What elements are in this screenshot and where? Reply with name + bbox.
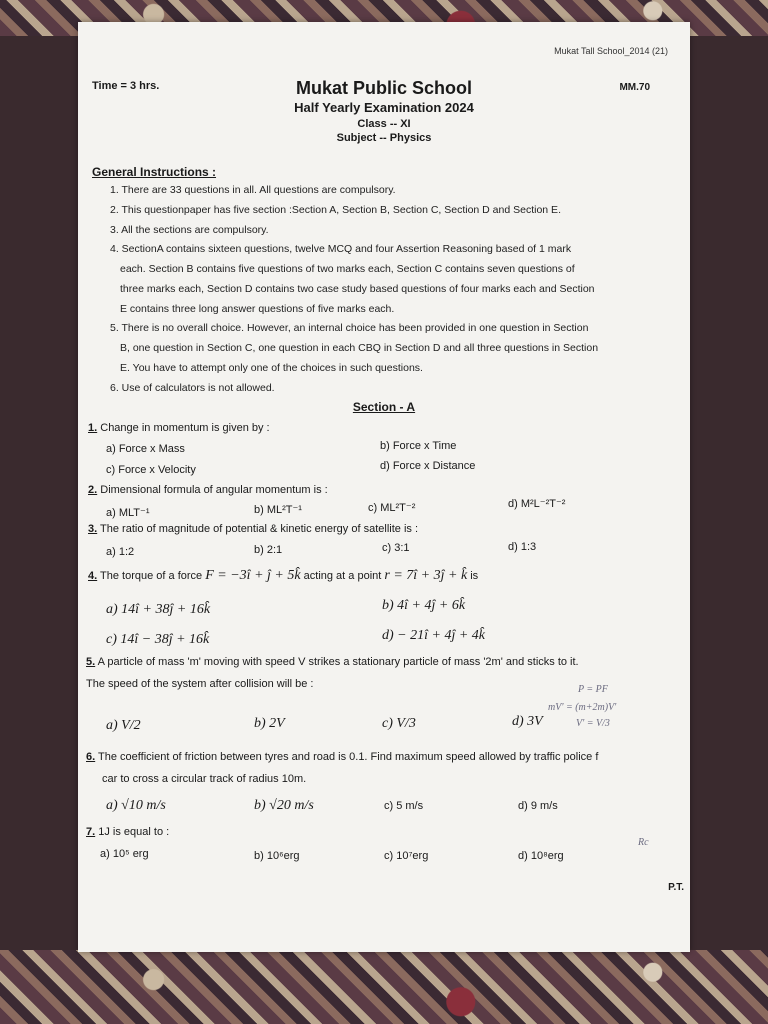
option-a: a) V/2 <box>106 718 141 733</box>
section-a-title: Section - A <box>352 400 416 414</box>
option-a: a) √10 m/s <box>106 798 166 813</box>
paper-reference: Mukat Tall School_2014 (21) <box>554 46 668 56</box>
question-3 <box>88 523 418 535</box>
question-4 <box>88 568 478 584</box>
question-text: The torque of a force <box>100 570 203 582</box>
option-c: c) 10⁷erg <box>384 850 429 862</box>
instruction-line: 4. SectionA contains sixteen questions, twelve MCQ and four Assertion Reasoning based of 1 mark <box>110 243 572 255</box>
subject-label: Subject -- Physics <box>336 132 432 144</box>
option-d: d) 1:3 <box>508 541 537 553</box>
question-text: The coefficient of friction between tyres and road is 0.1. Find maximum speed allowed by traffic police f <box>98 751 599 763</box>
question-2 <box>88 484 328 496</box>
question-number: 4. <box>88 570 98 582</box>
option-d: d) 9 m/s <box>518 800 558 812</box>
option-c: c) ML²T⁻² <box>368 502 416 514</box>
option-b: b) 4î + 4ĵ + 6k̂ <box>382 598 466 613</box>
max-marks: MM.70 <box>619 82 650 93</box>
fabric-background-bottom <box>0 950 768 1024</box>
instruction-line: E contains three long answer questions of five marks each. <box>120 303 395 315</box>
question-number: 6. <box>86 751 96 763</box>
force-vector: F = −3î + ĵ + 5k̂ <box>205 568 301 583</box>
question-number: 2. <box>88 484 98 496</box>
option-b: b) Force x Time <box>380 440 457 452</box>
instruction-line: 1. There are 33 questions in all. All questions are compulsory. <box>110 184 396 196</box>
question-text: acting at a point <box>303 570 382 582</box>
option-c: c) 14î − 38ĵ + 16k̂ <box>106 632 210 647</box>
option-d: d) M²L⁻²T⁻² <box>508 498 566 510</box>
option-a: a) MLT⁻¹ <box>106 507 150 519</box>
question-text: A particle of mass 'm' moving with speed V strikes a stationary particle of mass '2m' and sticks to it. <box>97 656 579 668</box>
instruction-line: three marks each, Section D contains two case study based questions of four marks each and Section <box>120 283 595 295</box>
position-vector: r = 7î + 3ĵ + k̂ <box>384 568 468 583</box>
instruction-line: B, one question in Section C, one question in each CBQ in Section D and all three questions in Section <box>120 342 599 354</box>
question-text: The ratio of magnitude of potential & kinetic energy of satellite is : <box>100 523 418 535</box>
option-c: c) V/3 <box>382 716 416 731</box>
instructions-title: General Instructions : <box>92 165 217 179</box>
instruction-line: 6. Use of calculators is not allowed. <box>110 382 275 394</box>
question-5 <box>86 656 579 668</box>
handwritten-note: V' = V/3 <box>576 718 610 729</box>
exam-paper <box>78 22 690 952</box>
question-number: 7. <box>86 826 96 838</box>
class-label: Class -- XI <box>357 118 411 130</box>
instruction-line: 5. There is no overall choice. However, an internal choice has been provided in one question in Section <box>110 322 589 334</box>
instruction-line: each. Section B contains five questions of two marks each, Section C contains seven questions of <box>120 263 575 275</box>
handwritten-note: mV' = (m+2m)V' <box>548 702 617 713</box>
question-number: 3. <box>88 523 98 535</box>
option-d: d) Force x Distance <box>380 460 476 472</box>
page-turn-over: P.T. <box>668 882 684 893</box>
time-allowed: Time = 3 hrs. <box>92 80 160 92</box>
question-text: Dimensional formula of angular momentum is : <box>100 484 328 496</box>
option-a: a) 14î + 38ĵ + 16k̂ <box>106 602 211 617</box>
instruction-line: E. You have to attempt only one of the choices in such questions. <box>120 362 423 374</box>
option-b: b) ML²T⁻¹ <box>254 504 302 516</box>
question-7 <box>86 826 169 838</box>
question-number: 1. <box>88 422 98 434</box>
option-c: c) 3:1 <box>382 542 410 554</box>
instruction-line: 2. This questionpaper has five section :Section A, Section B, Section C, Section D and Section E. <box>110 204 561 216</box>
option-a: a) 10⁵ erg <box>100 848 149 860</box>
option-b: b) 2:1 <box>254 544 283 556</box>
option-b: b) 2V <box>254 716 285 731</box>
option-d: d) − 21î + 4ĵ + 4k̂ <box>382 628 485 643</box>
instruction-line: 3. All the sections are compulsory. <box>110 224 269 236</box>
exam-title: Half Yearly Examination 2024 <box>294 100 474 115</box>
question-text: 1J is equal to : <box>98 826 170 838</box>
option-a: a) 1:2 <box>106 546 135 558</box>
question-1 <box>88 422 270 434</box>
question-6-continued: car to cross a circular track of radius 10m. <box>102 773 307 785</box>
option-a: a) Force x Mass <box>106 443 185 455</box>
question-5-continued: The speed of the system after collision will be : <box>86 678 314 690</box>
option-d: d) 10⁸erg <box>518 850 564 862</box>
handwritten-note: Rc <box>638 837 649 848</box>
option-d: d) 3V <box>512 714 543 729</box>
handwritten-note: P = PF <box>578 684 608 695</box>
school-name: Mukat Public School <box>295 78 473 98</box>
option-b: b) √20 m/s <box>254 798 314 813</box>
question-6 <box>86 751 598 763</box>
option-c: c) Force x Velocity <box>106 464 196 476</box>
option-b: b) 10⁶erg <box>254 850 300 862</box>
question-number: 5. <box>86 656 96 668</box>
option-c: c) 5 m/s <box>384 800 424 812</box>
question-text: is <box>470 570 479 582</box>
question-text: Change in momentum is given by : <box>100 422 270 434</box>
